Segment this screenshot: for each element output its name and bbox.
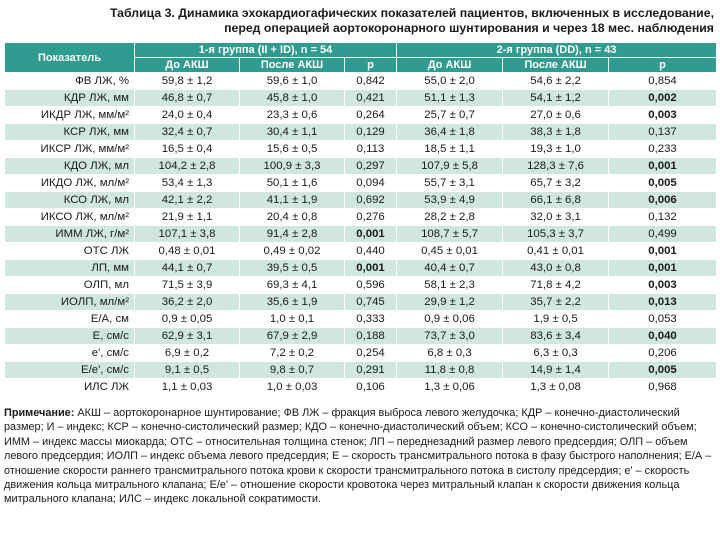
cell-g1-before: 42,1 ± 2,2 bbox=[135, 192, 240, 209]
cell-g2-before: 55,7 ± 3,1 bbox=[397, 175, 503, 192]
table-row bbox=[5, 328, 717, 345]
cell-g1-after: 45,8 ± 1,0 bbox=[240, 90, 345, 107]
cell-g1-after: 69,3 ± 4,1 bbox=[240, 277, 345, 294]
cell-parameter: ИКДР ЛЖ, мм/м² bbox=[5, 107, 135, 124]
header-g2-before: До АКШ bbox=[397, 58, 503, 73]
table-row bbox=[5, 379, 717, 396]
cell-g2-after: 54,1 ± 1,2 bbox=[503, 90, 609, 107]
cell-g2-before: 0,9 ± 0,06 bbox=[397, 311, 503, 328]
table-title bbox=[0, 0, 720, 36]
table-row bbox=[5, 90, 717, 107]
note-text: АКШ – аортокоронарное шунтирование; ФВ ЛЖ – фракция выброса левого желудочка; КДР – конечно-диастолический размер; И – индекс; КСР – конечно-систолический размер; КДО – конечно-диастолический объем; КСО – конечно-систолический объем; ИММ – индекс массы миокарда; ОТС – относительная толщина стенок; ЛП – переднезадний размер левого предсердия; ОЛП – объем левого предсердия; ИОЛП – индекс объема левого предсердия; Е – скорость трансмитрального потока в фазу быстрого наполнения; Е/А – отношение скорости раннего трансмитрального потока крови к скорости трансмитрального потока в систолу предсердия; е' – скорость движения кольца митрального клапана; Е/е' – отношение скорости кровотока через митральный клапан к скорости движения кольца митрального клапана; ИЛС – индекс локальной сократимости. bbox=[4, 407, 712, 506]
cell-g1-after: 91,4 ± 2,8 bbox=[240, 226, 345, 243]
cell-g2-p: 0,968 bbox=[609, 379, 717, 396]
cell-g2-before: 0,45 ± 0,01 bbox=[397, 243, 503, 260]
cell-g1-p: 0,001 bbox=[345, 260, 397, 277]
cell-parameter: ИЛС ЛЖ bbox=[5, 379, 135, 396]
cell-g1-before: 21,9 ± 1,1 bbox=[135, 209, 240, 226]
cell-g1-p: 0,094 bbox=[345, 175, 397, 192]
table-row bbox=[5, 226, 717, 243]
cell-g1-p: 0,129 bbox=[345, 124, 397, 141]
cell-g1-p: 0,692 bbox=[345, 192, 397, 209]
cell-parameter: Е, см/с bbox=[5, 328, 135, 345]
note-label: Примечание: bbox=[4, 407, 75, 419]
cell-g1-p: 0,291 bbox=[345, 362, 397, 379]
cell-g1-p: 0,264 bbox=[345, 107, 397, 124]
cell-g1-after: 35,6 ± 1,9 bbox=[240, 294, 345, 311]
cell-g1-after: 50,1 ± 1,6 bbox=[240, 175, 345, 192]
cell-g2-p: 0,003 bbox=[609, 277, 717, 294]
cell-g1-before: 46,8 ± 0,7 bbox=[135, 90, 240, 107]
cell-g2-p: 0,001 bbox=[609, 260, 717, 277]
cell-parameter: ИОЛП, мл/м² bbox=[5, 294, 135, 311]
table-row bbox=[5, 277, 717, 294]
cell-g2-before: 28,2 ± 2,8 bbox=[397, 209, 503, 226]
cell-g2-p: 0,499 bbox=[609, 226, 717, 243]
cell-parameter: КСО ЛЖ, мл bbox=[5, 192, 135, 209]
cell-g2-p: 0,053 bbox=[609, 311, 717, 328]
cell-g2-after: 71,8 ± 4,2 bbox=[503, 277, 609, 294]
cell-g1-after: 41,1 ± 1,9 bbox=[240, 192, 345, 209]
cell-g2-after: 128,3 ± 7,6 bbox=[503, 158, 609, 175]
cell-g1-p: 0,440 bbox=[345, 243, 397, 260]
cell-g1-before: 71,5 ± 3,9 bbox=[135, 277, 240, 294]
cell-g2-p: 0,005 bbox=[609, 175, 717, 192]
cell-parameter: ИКСР ЛЖ, мм/м² bbox=[5, 141, 135, 158]
cell-g1-after: 9,8 ± 0,7 bbox=[240, 362, 345, 379]
cell-parameter: КДР ЛЖ, мм bbox=[5, 90, 135, 107]
cell-g2-after: 54,6 ± 2,2 bbox=[503, 73, 609, 90]
cell-g2-after: 19,3 ± 1,0 bbox=[503, 141, 609, 158]
header-group-2: 2-я группа (DD), n = 43 bbox=[397, 43, 717, 58]
cell-g1-p: 0,333 bbox=[345, 311, 397, 328]
table-row bbox=[5, 73, 717, 90]
cell-g2-p: 0,040 bbox=[609, 328, 717, 345]
cell-g1-before: 24,0 ± 0,4 bbox=[135, 107, 240, 124]
cell-g1-after: 23,3 ± 0,6 bbox=[240, 107, 345, 124]
cell-parameter: ИКДО ЛЖ, мл/м² bbox=[5, 175, 135, 192]
cell-g1-after: 100,9 ± 3,3 bbox=[240, 158, 345, 175]
cell-g2-before: 18,5 ± 1,1 bbox=[397, 141, 503, 158]
cell-g1-after: 30,4 ± 1,1 bbox=[240, 124, 345, 141]
table-row bbox=[5, 243, 717, 260]
cell-g2-before: 108,7 ± 5,7 bbox=[397, 226, 503, 243]
cell-g2-p: 0,233 bbox=[609, 141, 717, 158]
cell-g2-after: 14,9 ± 1,4 bbox=[503, 362, 609, 379]
cell-g2-p: 0,001 bbox=[609, 158, 717, 175]
cell-g2-p: 0,001 bbox=[609, 243, 717, 260]
cell-g1-before: 16,5 ± 0,4 bbox=[135, 141, 240, 158]
cell-g1-p: 0,421 bbox=[345, 90, 397, 107]
cell-g2-before: 53,9 ± 4,9 bbox=[397, 192, 503, 209]
cell-g2-after: 65,7 ± 3,2 bbox=[503, 175, 609, 192]
cell-g2-before: 73,7 ± 3,0 bbox=[397, 328, 503, 345]
cell-g2-before: 58,1 ± 2,3 bbox=[397, 277, 503, 294]
cell-g1-after: 7,2 ± 0,2 bbox=[240, 345, 345, 362]
cell-g2-p: 0,005 bbox=[609, 362, 717, 379]
cell-g1-before: 0,9 ± 0,05 bbox=[135, 311, 240, 328]
cell-parameter: ОТС ЛЖ bbox=[5, 243, 135, 260]
table-body bbox=[5, 73, 717, 396]
header-group-1: 1-я группа (II + ID), n = 54 bbox=[135, 43, 397, 58]
cell-g1-p: 0,001 bbox=[345, 226, 397, 243]
cell-g1-before: 9,1 ± 0,5 bbox=[135, 362, 240, 379]
cell-g2-before: 6,8 ± 0,3 bbox=[397, 345, 503, 362]
header-g1-before: До АКШ bbox=[135, 58, 240, 73]
cell-g1-p: 0,276 bbox=[345, 209, 397, 226]
cell-g2-before: 55,0 ± 2,0 bbox=[397, 73, 503, 90]
cell-g1-before: 36,2 ± 2,0 bbox=[135, 294, 240, 311]
cell-parameter: ФВ ЛЖ, % bbox=[5, 73, 135, 90]
header-g2-after: После АКШ bbox=[503, 58, 609, 73]
cell-g2-before: 40,4 ± 0,7 bbox=[397, 260, 503, 277]
table-title-line-2: перед операцией аортокоронарного шунтирования и через 18 мес. наблюдения bbox=[224, 21, 714, 35]
cell-g1-after: 59,6 ± 1,0 bbox=[240, 73, 345, 90]
table-note bbox=[4, 406, 712, 507]
table-title-line-1: Таблица 3. Динамика эхокардиогафических показателей пациентов, включенных в исследование, bbox=[109, 6, 714, 20]
table-row bbox=[5, 311, 717, 328]
cell-parameter: е', см/с bbox=[5, 345, 135, 362]
cell-g2-before: 36,4 ± 1,8 bbox=[397, 124, 503, 141]
table-row bbox=[5, 209, 717, 226]
cell-g1-p: 0,113 bbox=[345, 141, 397, 158]
cell-parameter: Е/А, см bbox=[5, 311, 135, 328]
cell-parameter: ЛП, мм bbox=[5, 260, 135, 277]
cell-g2-p: 0,854 bbox=[609, 73, 717, 90]
cell-parameter: ИКСО ЛЖ, мл/м² bbox=[5, 209, 135, 226]
cell-parameter: КДО ЛЖ, мл bbox=[5, 158, 135, 175]
cell-g1-p: 0,297 bbox=[345, 158, 397, 175]
cell-g2-p: 0,003 bbox=[609, 107, 717, 124]
cell-g2-p: 0,132 bbox=[609, 209, 717, 226]
cell-g1-p: 0,596 bbox=[345, 277, 397, 294]
cell-g1-p: 0,254 bbox=[345, 345, 397, 362]
cell-g1-before: 44,1 ± 0,7 bbox=[135, 260, 240, 277]
cell-g1-before: 62,9 ± 3,1 bbox=[135, 328, 240, 345]
header-g1-after: После АКШ bbox=[240, 58, 345, 73]
cell-g1-p: 0,106 bbox=[345, 379, 397, 396]
cell-g1-after: 20,4 ± 0,8 bbox=[240, 209, 345, 226]
cell-parameter: ИММ ЛЖ, г/м² bbox=[5, 226, 135, 243]
cell-g2-before: 1,3 ± 0,06 bbox=[397, 379, 503, 396]
cell-g1-after: 67,9 ± 2,9 bbox=[240, 328, 345, 345]
cell-g1-before: 32,4 ± 0,7 bbox=[135, 124, 240, 141]
cell-g1-before: 53,4 ± 1,3 bbox=[135, 175, 240, 192]
cell-g1-after: 15,6 ± 0,5 bbox=[240, 141, 345, 158]
header-g2-p: р bbox=[609, 58, 717, 73]
echo-table bbox=[4, 42, 717, 396]
cell-parameter: Е/е', см/с bbox=[5, 362, 135, 379]
cell-g1-before: 107,1 ± 3,8 bbox=[135, 226, 240, 243]
cell-g2-after: 66,1 ± 6,8 bbox=[503, 192, 609, 209]
cell-g2-after: 43,0 ± 0,8 bbox=[503, 260, 609, 277]
cell-g2-after: 27,0 ± 0,6 bbox=[503, 107, 609, 124]
header-parameter: Показатель bbox=[5, 43, 135, 73]
cell-g1-p: 0,842 bbox=[345, 73, 397, 90]
table-row bbox=[5, 260, 717, 277]
cell-g2-p: 0,002 bbox=[609, 90, 717, 107]
cell-parameter: ОЛП, мл bbox=[5, 277, 135, 294]
cell-g2-before: 51,1 ± 1,3 bbox=[397, 90, 503, 107]
table-row bbox=[5, 158, 717, 175]
cell-g2-after: 35,7 ± 2,2 bbox=[503, 294, 609, 311]
table-row bbox=[5, 294, 717, 311]
cell-g2-before: 29,9 ± 1,2 bbox=[397, 294, 503, 311]
cell-g2-after: 0,41 ± 0,01 bbox=[503, 243, 609, 260]
cell-g1-before: 59,8 ± 1,2 bbox=[135, 73, 240, 90]
cell-g2-p: 0,206 bbox=[609, 345, 717, 362]
cell-g1-p: 0,745 bbox=[345, 294, 397, 311]
cell-g2-after: 38,3 ± 1,8 bbox=[503, 124, 609, 141]
cell-g1-before: 0,48 ± 0,01 bbox=[135, 243, 240, 260]
table-row bbox=[5, 362, 717, 379]
table-row bbox=[5, 124, 717, 141]
table-row bbox=[5, 175, 717, 192]
cell-g2-p: 0,137 bbox=[609, 124, 717, 141]
header-g1-p: р bbox=[345, 58, 397, 73]
cell-g1-after: 1,0 ± 0,03 bbox=[240, 379, 345, 396]
cell-g2-before: 107,9 ± 5,8 bbox=[397, 158, 503, 175]
cell-g1-after: 1,0 ± 0,1 bbox=[240, 311, 345, 328]
table-row bbox=[5, 141, 717, 158]
cell-parameter: КСР ЛЖ, мм bbox=[5, 124, 135, 141]
cell-g2-after: 32,0 ± 3,1 bbox=[503, 209, 609, 226]
cell-g2-p: 0,013 bbox=[609, 294, 717, 311]
cell-g2-before: 25,7 ± 0,7 bbox=[397, 107, 503, 124]
cell-g2-after: 6,3 ± 0,3 bbox=[503, 345, 609, 362]
cell-g2-after: 105,3 ± 3,7 bbox=[503, 226, 609, 243]
cell-g1-after: 39,5 ± 0,5 bbox=[240, 260, 345, 277]
cell-g2-before: 11,8 ± 0,8 bbox=[397, 362, 503, 379]
table-row bbox=[5, 345, 717, 362]
cell-g2-after: 83,6 ± 3,4 bbox=[503, 328, 609, 345]
cell-g1-before: 6,9 ± 0,2 bbox=[135, 345, 240, 362]
cell-g1-p: 0,188 bbox=[345, 328, 397, 345]
cell-g1-after: 0,49 ± 0,02 bbox=[240, 243, 345, 260]
cell-g1-before: 104,2 ± 2,8 bbox=[135, 158, 240, 175]
cell-g2-after: 1,3 ± 0,08 bbox=[503, 379, 609, 396]
cell-g1-before: 1,1 ± 0,03 bbox=[135, 379, 240, 396]
cell-g2-p: 0,006 bbox=[609, 192, 717, 209]
cell-g2-after: 1,9 ± 0,5 bbox=[503, 311, 609, 328]
table-row bbox=[5, 107, 717, 124]
table-row bbox=[5, 192, 717, 209]
